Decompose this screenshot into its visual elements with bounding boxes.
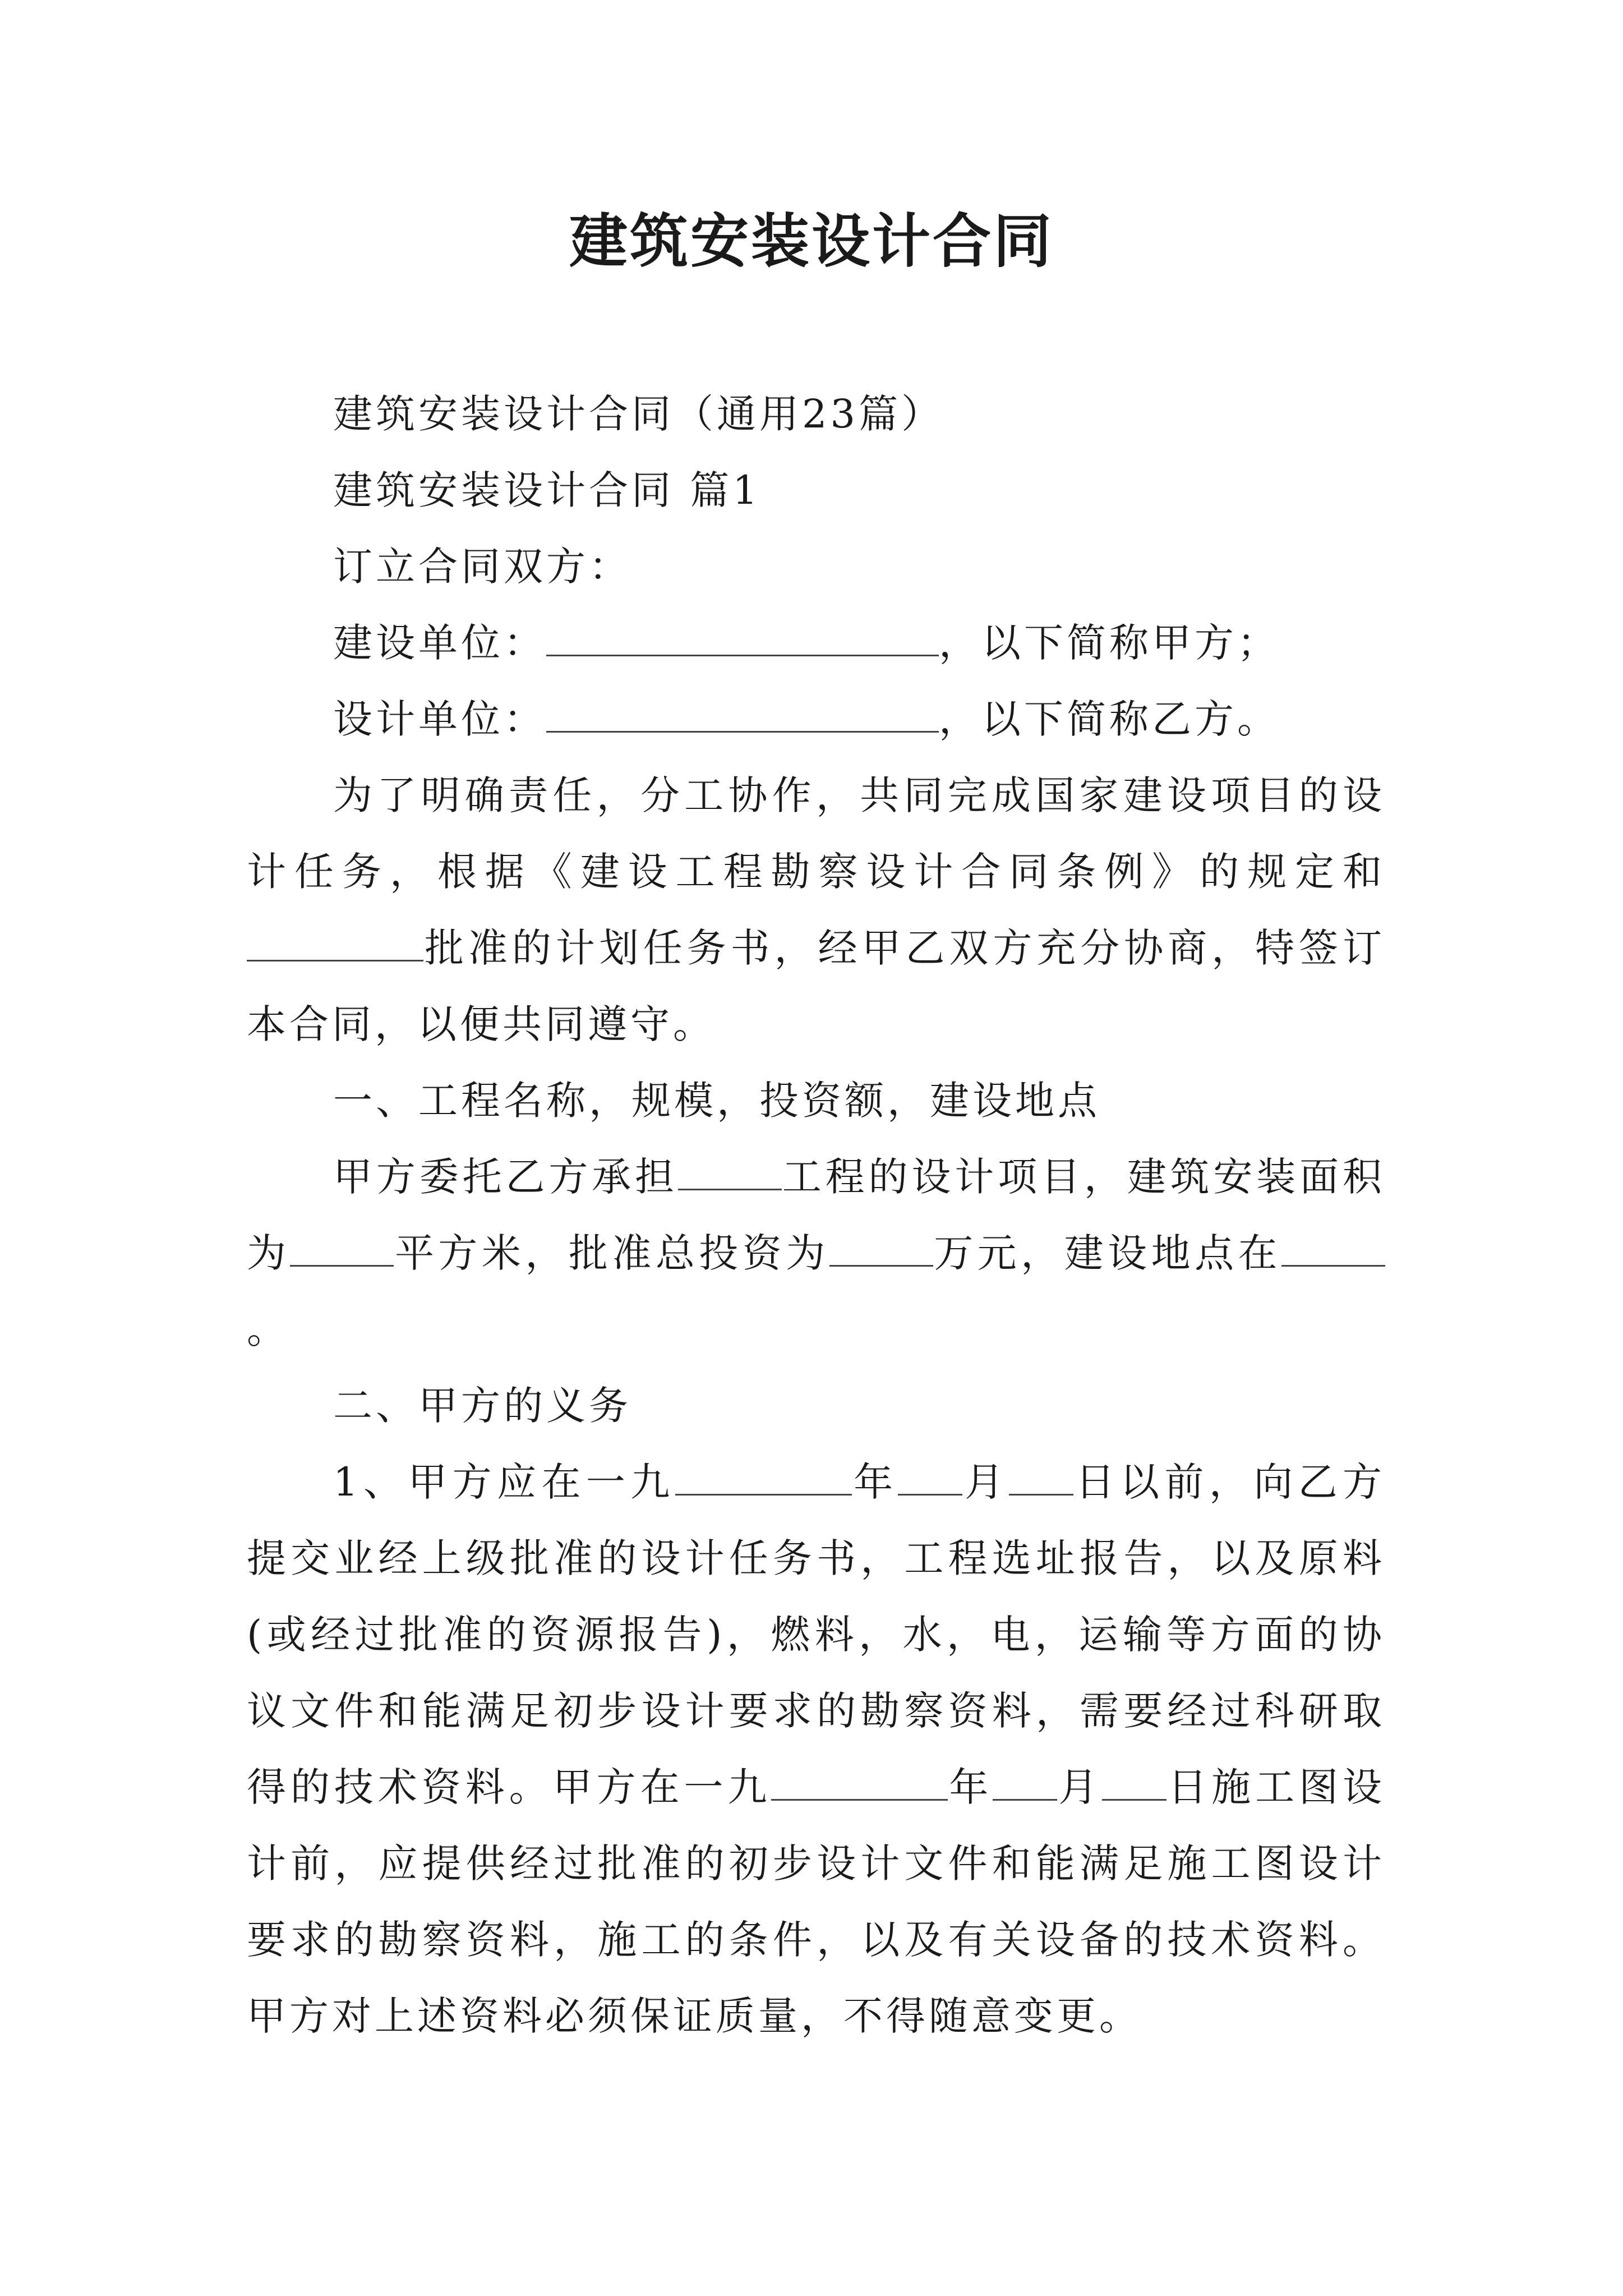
area-blank [290, 1228, 394, 1267]
document-title: 建筑安装设计合同 [569, 206, 1054, 275]
section-1-paragraph [247, 1139, 1385, 1368]
section-1-text-3: 平方米，批准总投资为 [394, 1230, 829, 1276]
party-a-blank [546, 618, 939, 657]
party-a-line [247, 605, 1385, 681]
investment-blank [829, 1228, 933, 1267]
location-blank [1281, 1228, 1385, 1267]
month-blank-2 [993, 1762, 1057, 1801]
item-1-year-2: 年 [948, 1764, 993, 1810]
section-1-text-4: 万元，建设地点在 [933, 1230, 1282, 1276]
parties-heading: 订立合同双方： [333, 544, 631, 590]
section-1-text-5: 。 [247, 1306, 289, 1352]
section-1-text-2: 工程的设计项目，建筑安装面积为 [247, 1154, 1386, 1276]
party-b-blank [546, 694, 939, 733]
section-2-item-1 [247, 1444, 1385, 2054]
item-1-text-3: 日施工图设计前，应提供经过批准的初步设计文件和能满足施工图设计要求的勘察资料，施工的条件，以及有关设备的技术资料。甲方对上述资料必须保证质量，不得随意变更。 [247, 1764, 1386, 2039]
subtitle-paragraph: 建筑安装设计合同（通用23篇） [333, 391, 944, 437]
section-2-heading: 二、甲方的义务 [333, 1383, 631, 1429]
item-1-text-2: 日以前，向乙方提交业经上级批准的设计任务书，工程选址报告，以及原料(或经过批准的资源报告)，燃料，水，电，运输等方面的协议文件和能满足初步设计要求的勘察资料，需要经过科研取得的技术资料。甲方在一九 [247, 1459, 1386, 1810]
party-b-line [247, 681, 1385, 757]
party-a-label: 建设单位： [333, 620, 546, 666]
preamble-text-2: 批准的计划任务书，经甲乙双方充分协商，特签订本合同，以便共同遵守。 [247, 925, 1385, 1047]
item-1-text-1: 1、甲方应在一九 [333, 1459, 675, 1505]
project-name-blank [678, 1152, 782, 1191]
item-1-month-2: 月 [1057, 1764, 1103, 1810]
year-blank-2 [771, 1762, 948, 1801]
preamble-paragraph [247, 757, 1385, 1062]
preamble-text-1: 为了明确责任，分工协作，共同完成国家建设项目的设计任务，根据《建设工程勘察设计合同条例》的规定和 [247, 772, 1385, 895]
section-heading-part-1: 建筑安装设计合同 篇1 [333, 467, 761, 513]
year-blank-1 [675, 1457, 852, 1496]
document-body [247, 376, 1385, 2054]
day-blank-2 [1102, 1762, 1166, 1801]
item-1-year-1: 年 [851, 1459, 898, 1505]
section-1-heading: 一、工程名称，规模，投资额，建设地点 [333, 1078, 1100, 1124]
item-1-month-1: 月 [962, 1459, 1009, 1505]
preamble-approver-blank [247, 923, 423, 962]
party-b-suffix: ，以下简称乙方。 [939, 696, 1280, 742]
month-blank-1 [898, 1457, 962, 1496]
day-blank-1 [1009, 1457, 1073, 1496]
party-b-label: 设计单位： [333, 696, 546, 742]
party-a-suffix: ，以下简称甲方； [939, 620, 1280, 666]
section-1-text-1: 甲方委托乙方承担 [333, 1154, 678, 1200]
